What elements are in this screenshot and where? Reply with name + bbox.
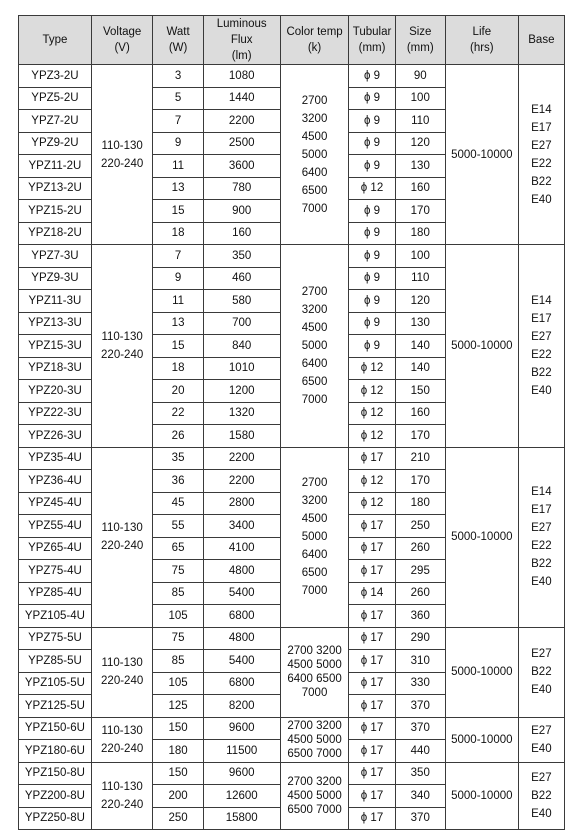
- cell-watt: 85: [153, 582, 203, 605]
- cell-type: YPZ13-2U: [19, 177, 92, 200]
- cell-base-line: E40: [531, 684, 552, 696]
- cell-type: YPZ75-5U: [19, 627, 92, 650]
- cell-life: 5000-10000: [445, 447, 518, 627]
- cell-base: [518, 245, 564, 448]
- cell-watt: 105: [153, 605, 203, 628]
- cell-size: 160: [395, 402, 445, 425]
- cell-luminous-flux: 700: [203, 312, 280, 335]
- cell-base-line: B22: [531, 666, 552, 678]
- cell-base: [518, 65, 564, 245]
- cell-size: 440: [395, 740, 445, 763]
- cell-base-line: B22: [531, 789, 552, 802]
- cell-watt: 5: [153, 87, 203, 110]
- cell-watt: 22: [153, 402, 203, 425]
- cell-base: [518, 447, 564, 627]
- cell-voltage-line: 220-240: [101, 540, 144, 552]
- cell-tubular: ϕ 9: [349, 132, 395, 155]
- cell-size: 310: [395, 650, 445, 673]
- header-type: Type: [19, 16, 92, 65]
- cell-type: YPZ105-5U: [19, 672, 92, 695]
- cell-color-temp-line: 3200: [301, 303, 328, 316]
- cell-tubular: ϕ 17: [349, 515, 395, 538]
- cell-tubular: ϕ 12: [349, 470, 395, 493]
- cell-watt: 15: [153, 200, 203, 223]
- cell-luminous-flux: 9600: [203, 762, 280, 785]
- cell-tubular: ϕ 12: [349, 425, 395, 448]
- cell-color-temp-line: 7000: [301, 202, 328, 215]
- cell-tubular: ϕ 9: [349, 245, 395, 268]
- cell-size: 290: [395, 627, 445, 650]
- cell-type: YPZ36-4U: [19, 470, 92, 493]
- cell-tubular: ϕ 9: [349, 200, 395, 223]
- cell-type: YPZ9-2U: [19, 132, 92, 155]
- cell-voltage: [91, 717, 153, 762]
- cell-voltage-line: 110-130: [101, 724, 143, 737]
- cell-tubular: ϕ 9: [349, 110, 395, 133]
- cell-voltage-line: 220-240: [101, 348, 144, 361]
- cell-watt: 18: [153, 357, 203, 380]
- cell-color-temp-line: 2700 3200: [287, 719, 342, 732]
- cell-color-temp: [280, 245, 349, 448]
- cell-base-line: E40: [531, 807, 552, 820]
- cell-tubular: ϕ 9: [349, 267, 395, 290]
- header-row: [19, 16, 565, 65]
- cell-base-line: E40: [531, 742, 552, 755]
- cell-base-line: E27: [531, 724, 552, 737]
- cell-base-line: E27: [531, 648, 552, 660]
- cell-base-line: E14: [531, 103, 552, 116]
- table-row: [19, 627, 565, 650]
- cell-base-line: E17: [531, 504, 552, 516]
- cell-base-line: E14: [531, 294, 552, 307]
- cell-tubular: ϕ 17: [349, 650, 395, 673]
- cell-tubular: ϕ 17: [349, 695, 395, 718]
- cell-size: 120: [395, 290, 445, 313]
- cell-size: 370: [395, 695, 445, 718]
- cell-type: YPZ35-4U: [19, 447, 92, 470]
- cell-type: YPZ45-4U: [19, 492, 92, 515]
- cell-voltage-line: 220-240: [101, 675, 144, 687]
- cell-size: 110: [395, 110, 445, 133]
- cell-life: 5000-10000: [445, 627, 518, 717]
- cell-size: 130: [395, 312, 445, 335]
- cell-type: YPZ180-6U: [19, 740, 92, 763]
- cell-voltage-line: 110-130: [101, 657, 143, 669]
- cell-base-line: E22: [531, 348, 552, 361]
- cell-size: 210: [395, 447, 445, 470]
- cell-base-line: B22: [531, 175, 552, 188]
- cell-watt: 11: [153, 290, 203, 313]
- cell-watt: 3: [153, 65, 203, 88]
- table-body: [19, 65, 565, 830]
- cell-life: 5000-10000: [445, 717, 518, 762]
- cell-watt: 85: [153, 650, 203, 673]
- cell-tubular: ϕ 9: [349, 290, 395, 313]
- cell-watt: 250: [153, 807, 203, 830]
- cell-color-temp-line: 2700: [301, 94, 328, 107]
- header-luminous-flux: Luminous Flux (lm): [203, 16, 280, 65]
- cell-watt: 7: [153, 245, 203, 268]
- cell-type: YPZ105-4U: [19, 605, 92, 628]
- cell-color-temp-line: 2700: [301, 285, 328, 298]
- cell-watt: 13: [153, 177, 203, 200]
- table-row: [19, 717, 565, 740]
- cell-luminous-flux: 1080: [203, 65, 280, 88]
- cell-luminous-flux: 6800: [203, 672, 280, 695]
- cell-type: YPZ125-5U: [19, 695, 92, 718]
- cell-voltage: [91, 447, 153, 627]
- cell-tubular: ϕ 12: [349, 492, 395, 515]
- cell-luminous-flux: 900: [203, 200, 280, 223]
- cell-color-temp: [280, 627, 349, 717]
- cell-tubular: ϕ 17: [349, 762, 395, 785]
- cell-color-temp-line: 5000: [301, 531, 328, 543]
- cell-watt: 11: [153, 155, 203, 178]
- cell-type: YPZ5-2U: [19, 87, 92, 110]
- cell-tubular: ϕ 9: [349, 312, 395, 335]
- cell-color-temp: [280, 65, 349, 245]
- cell-color-temp-line: 5000: [301, 148, 328, 161]
- table-row: [19, 762, 565, 785]
- cell-color-temp: [280, 447, 349, 627]
- cell-voltage-line: 220-240: [101, 157, 144, 170]
- cell-luminous-flux: 5400: [203, 650, 280, 673]
- cell-tubular: ϕ 17: [349, 447, 395, 470]
- cell-luminous-flux: 4800: [203, 560, 280, 583]
- cell-size: 160: [395, 177, 445, 200]
- cell-tubular: ϕ 9: [349, 222, 395, 245]
- cell-life: 5000-10000: [445, 65, 518, 245]
- cell-size: 295: [395, 560, 445, 583]
- cell-type: YPZ7-2U: [19, 110, 92, 133]
- cell-size: 170: [395, 425, 445, 448]
- header-voltage: Voltage (V): [91, 16, 153, 65]
- cell-type: YPZ65-4U: [19, 537, 92, 560]
- cell-size: 100: [395, 87, 445, 110]
- cell-type: YPZ15-2U: [19, 200, 92, 223]
- cell-type: YPZ85-4U: [19, 582, 92, 605]
- cell-color-temp-line: 4500 5000: [287, 789, 342, 802]
- cell-size: 140: [395, 335, 445, 358]
- cell-color-temp-line: 6500 7000: [287, 803, 342, 816]
- cell-size: 370: [395, 807, 445, 830]
- cell-luminous-flux: 3400: [203, 515, 280, 538]
- cell-watt: 9: [153, 132, 203, 155]
- cell-luminous-flux: 2200: [203, 110, 280, 133]
- cell-color-temp-line: 4500 5000: [287, 733, 342, 746]
- header-life: Life (hrs): [445, 16, 518, 65]
- cell-base-line: E14: [531, 486, 552, 498]
- cell-color-temp: [280, 762, 349, 830]
- cell-watt: 75: [153, 560, 203, 583]
- cell-watt: 150: [153, 717, 203, 740]
- cell-base-line: E22: [531, 540, 552, 552]
- cell-voltage-line: 220-240: [101, 798, 144, 811]
- header-size: Size (mm): [395, 16, 445, 65]
- cell-size: 110: [395, 267, 445, 290]
- cell-base: [518, 717, 564, 762]
- cell-luminous-flux: 5400: [203, 582, 280, 605]
- cell-luminous-flux: 6800: [203, 605, 280, 628]
- cell-base-line: E27: [531, 139, 552, 152]
- cell-tubular: ϕ 9: [349, 155, 395, 178]
- cell-type: YPZ85-5U: [19, 650, 92, 673]
- table-row: [19, 65, 565, 88]
- cell-tubular: ϕ 17: [349, 537, 395, 560]
- cell-type: YPZ150-6U: [19, 717, 92, 740]
- table-row: [19, 447, 565, 470]
- cell-watt: 20: [153, 380, 203, 403]
- cell-tubular: ϕ 17: [349, 605, 395, 628]
- cell-luminous-flux: 2200: [203, 470, 280, 493]
- cell-voltage-line: 110-130: [101, 139, 143, 152]
- cell-size: 120: [395, 132, 445, 155]
- cell-voltage-line: 110-130: [101, 330, 143, 343]
- cell-luminous-flux: 2200: [203, 447, 280, 470]
- cell-tubular: ϕ 12: [349, 380, 395, 403]
- cell-watt: 13: [153, 312, 203, 335]
- cell-type: YPZ75-4U: [19, 560, 92, 583]
- cell-size: 100: [395, 245, 445, 268]
- cell-voltage: [91, 627, 153, 717]
- cell-voltage-line: 110-130: [101, 522, 143, 534]
- cell-watt: 65: [153, 537, 203, 560]
- cell-size: 340: [395, 785, 445, 808]
- cell-luminous-flux: 1440: [203, 87, 280, 110]
- cell-size: 180: [395, 222, 445, 245]
- cell-type: YPZ13-3U: [19, 312, 92, 335]
- cell-size: 330: [395, 672, 445, 695]
- cell-luminous-flux: 460: [203, 267, 280, 290]
- cell-color-temp-line: 7000: [301, 687, 328, 699]
- cell-base-line: E27: [531, 522, 552, 534]
- cell-luminous-flux: 1010: [203, 357, 280, 380]
- cell-type: YPZ15-3U: [19, 335, 92, 358]
- cell-color-temp-line: 3200: [301, 495, 328, 507]
- header-tubular: Tubular (mm): [349, 16, 395, 65]
- cell-type: YPZ9-3U: [19, 267, 92, 290]
- cell-luminous-flux: 840: [203, 335, 280, 358]
- cell-color-temp-line: 4500: [301, 513, 328, 525]
- cell-luminous-flux: 4800: [203, 627, 280, 650]
- lamp-spec-table: [18, 15, 565, 830]
- cell-type: YPZ18-2U: [19, 222, 92, 245]
- cell-tubular: ϕ 14: [349, 582, 395, 605]
- cell-tubular: ϕ 9: [349, 335, 395, 358]
- cell-size: 260: [395, 582, 445, 605]
- cell-luminous-flux: 1200: [203, 380, 280, 403]
- cell-size: 250: [395, 515, 445, 538]
- cell-type: YPZ7-3U: [19, 245, 92, 268]
- cell-type: YPZ11-2U: [19, 155, 92, 178]
- cell-size: 170: [395, 200, 445, 223]
- cell-color-temp-line: 2700 3200: [287, 775, 342, 788]
- cell-luminous-flux: 2800: [203, 492, 280, 515]
- cell-voltage: [91, 762, 153, 830]
- cell-size: 260: [395, 537, 445, 560]
- cell-luminous-flux: 4100: [203, 537, 280, 560]
- cell-color-temp-line: 6400: [301, 166, 328, 179]
- cell-base-line: E17: [531, 121, 552, 134]
- cell-size: 370: [395, 717, 445, 740]
- cell-watt: 15: [153, 335, 203, 358]
- cell-base: [518, 627, 564, 717]
- cell-watt: 7: [153, 110, 203, 133]
- cell-color-temp-line: 4500: [301, 130, 328, 143]
- cell-voltage-line: 220-240: [101, 742, 144, 755]
- cell-size: 170: [395, 470, 445, 493]
- cell-size: 150: [395, 380, 445, 403]
- cell-type: YPZ11-3U: [19, 290, 92, 313]
- cell-watt: 26: [153, 425, 203, 448]
- cell-luminous-flux: 15800: [203, 807, 280, 830]
- cell-watt: 55: [153, 515, 203, 538]
- cell-luminous-flux: 3600: [203, 155, 280, 178]
- header-watt: Watt (W): [153, 16, 203, 65]
- cell-watt: 180: [153, 740, 203, 763]
- cell-watt: 36: [153, 470, 203, 493]
- cell-voltage-line: 110-130: [101, 780, 143, 793]
- cell-type: YPZ150-8U: [19, 762, 92, 785]
- cell-type: YPZ20-3U: [19, 380, 92, 403]
- header-color-temp: Color temp (k): [280, 16, 349, 65]
- cell-color-temp-line: 7000: [301, 585, 328, 597]
- cell-color-temp-line: 6400 6500: [287, 673, 342, 685]
- cell-voltage: [91, 65, 153, 245]
- cell-watt: 150: [153, 762, 203, 785]
- cell-luminous-flux: 8200: [203, 695, 280, 718]
- cell-watt: 18: [153, 222, 203, 245]
- cell-base: [518, 762, 564, 830]
- lamp-spec-table-container: [18, 15, 565, 830]
- cell-size: 140: [395, 357, 445, 380]
- cell-luminous-flux: 160: [203, 222, 280, 245]
- cell-tubular: ϕ 12: [349, 357, 395, 380]
- header-base: Base: [518, 16, 564, 65]
- cell-type: YPZ200-8U: [19, 785, 92, 808]
- cell-base-line: E40: [531, 384, 552, 397]
- cell-tubular: ϕ 12: [349, 402, 395, 425]
- cell-base-line: E27: [531, 330, 552, 343]
- cell-type: YPZ18-3U: [19, 357, 92, 380]
- cell-tubular: ϕ 9: [349, 87, 395, 110]
- cell-color-temp-line: 2700: [301, 477, 328, 489]
- cell-type: YPZ22-3U: [19, 402, 92, 425]
- cell-life: 5000-10000: [445, 245, 518, 448]
- cell-tubular: ϕ 17: [349, 717, 395, 740]
- cell-watt: 75: [153, 627, 203, 650]
- cell-tubular: ϕ 17: [349, 807, 395, 830]
- table-row: [19, 245, 565, 268]
- cell-base-line: B22: [531, 366, 552, 379]
- cell-watt: 9: [153, 267, 203, 290]
- cell-color-temp-line: 5000: [301, 339, 328, 352]
- cell-color-temp-line: 4500 5000: [287, 659, 342, 671]
- cell-size: 130: [395, 155, 445, 178]
- cell-color-temp-line: 6500: [301, 375, 328, 388]
- cell-color-temp-line: 6400: [301, 357, 328, 370]
- cell-color-temp-line: 6400: [301, 549, 328, 561]
- cell-size: 90: [395, 65, 445, 88]
- cell-tubular: ϕ 17: [349, 560, 395, 583]
- cell-luminous-flux: 9600: [203, 717, 280, 740]
- cell-luminous-flux: 12600: [203, 785, 280, 808]
- cell-watt: 200: [153, 785, 203, 808]
- cell-watt: 125: [153, 695, 203, 718]
- cell-luminous-flux: 1580: [203, 425, 280, 448]
- cell-base-line: B22: [531, 558, 552, 570]
- cell-size: 360: [395, 605, 445, 628]
- cell-tubular: ϕ 17: [349, 627, 395, 650]
- cell-luminous-flux: 580: [203, 290, 280, 313]
- cell-watt: 35: [153, 447, 203, 470]
- cell-size: 350: [395, 762, 445, 785]
- cell-color-temp-line: 6500: [301, 184, 328, 197]
- cell-tubular: ϕ 17: [349, 672, 395, 695]
- cell-color-temp: [280, 717, 349, 762]
- cell-tubular: ϕ 12: [349, 177, 395, 200]
- cell-tubular: ϕ 17: [349, 740, 395, 763]
- cell-base-line: E22: [531, 157, 552, 170]
- cell-type: YPZ55-4U: [19, 515, 92, 538]
- cell-life: 5000-10000: [445, 762, 518, 830]
- cell-luminous-flux: 350: [203, 245, 280, 268]
- cell-base-line: E40: [531, 576, 552, 588]
- cell-voltage: [91, 245, 153, 448]
- cell-watt: 45: [153, 492, 203, 515]
- cell-type: YPZ250-8U: [19, 807, 92, 830]
- cell-color-temp-line: 6500 7000: [287, 747, 342, 760]
- cell-color-temp-line: 4500: [301, 321, 328, 334]
- cell-size: 180: [395, 492, 445, 515]
- cell-color-temp-line: 3200: [301, 112, 328, 125]
- cell-type: YPZ26-3U: [19, 425, 92, 448]
- cell-tubular: ϕ 9: [349, 65, 395, 88]
- cell-base-line: E17: [531, 312, 552, 325]
- cell-type: YPZ3-2U: [19, 65, 92, 88]
- cell-luminous-flux: 1320: [203, 402, 280, 425]
- cell-luminous-flux: 780: [203, 177, 280, 200]
- cell-base-line: E27: [531, 771, 552, 784]
- cell-color-temp-line: 7000: [301, 393, 328, 406]
- cell-tubular: ϕ 17: [349, 785, 395, 808]
- cell-base-line: E40: [531, 193, 552, 206]
- cell-luminous-flux: 2500: [203, 132, 280, 155]
- cell-color-temp-line: 6500: [301, 567, 328, 579]
- cell-luminous-flux: 11500: [203, 740, 280, 763]
- cell-color-temp-line: 2700 3200: [287, 645, 342, 657]
- cell-watt: 105: [153, 672, 203, 695]
